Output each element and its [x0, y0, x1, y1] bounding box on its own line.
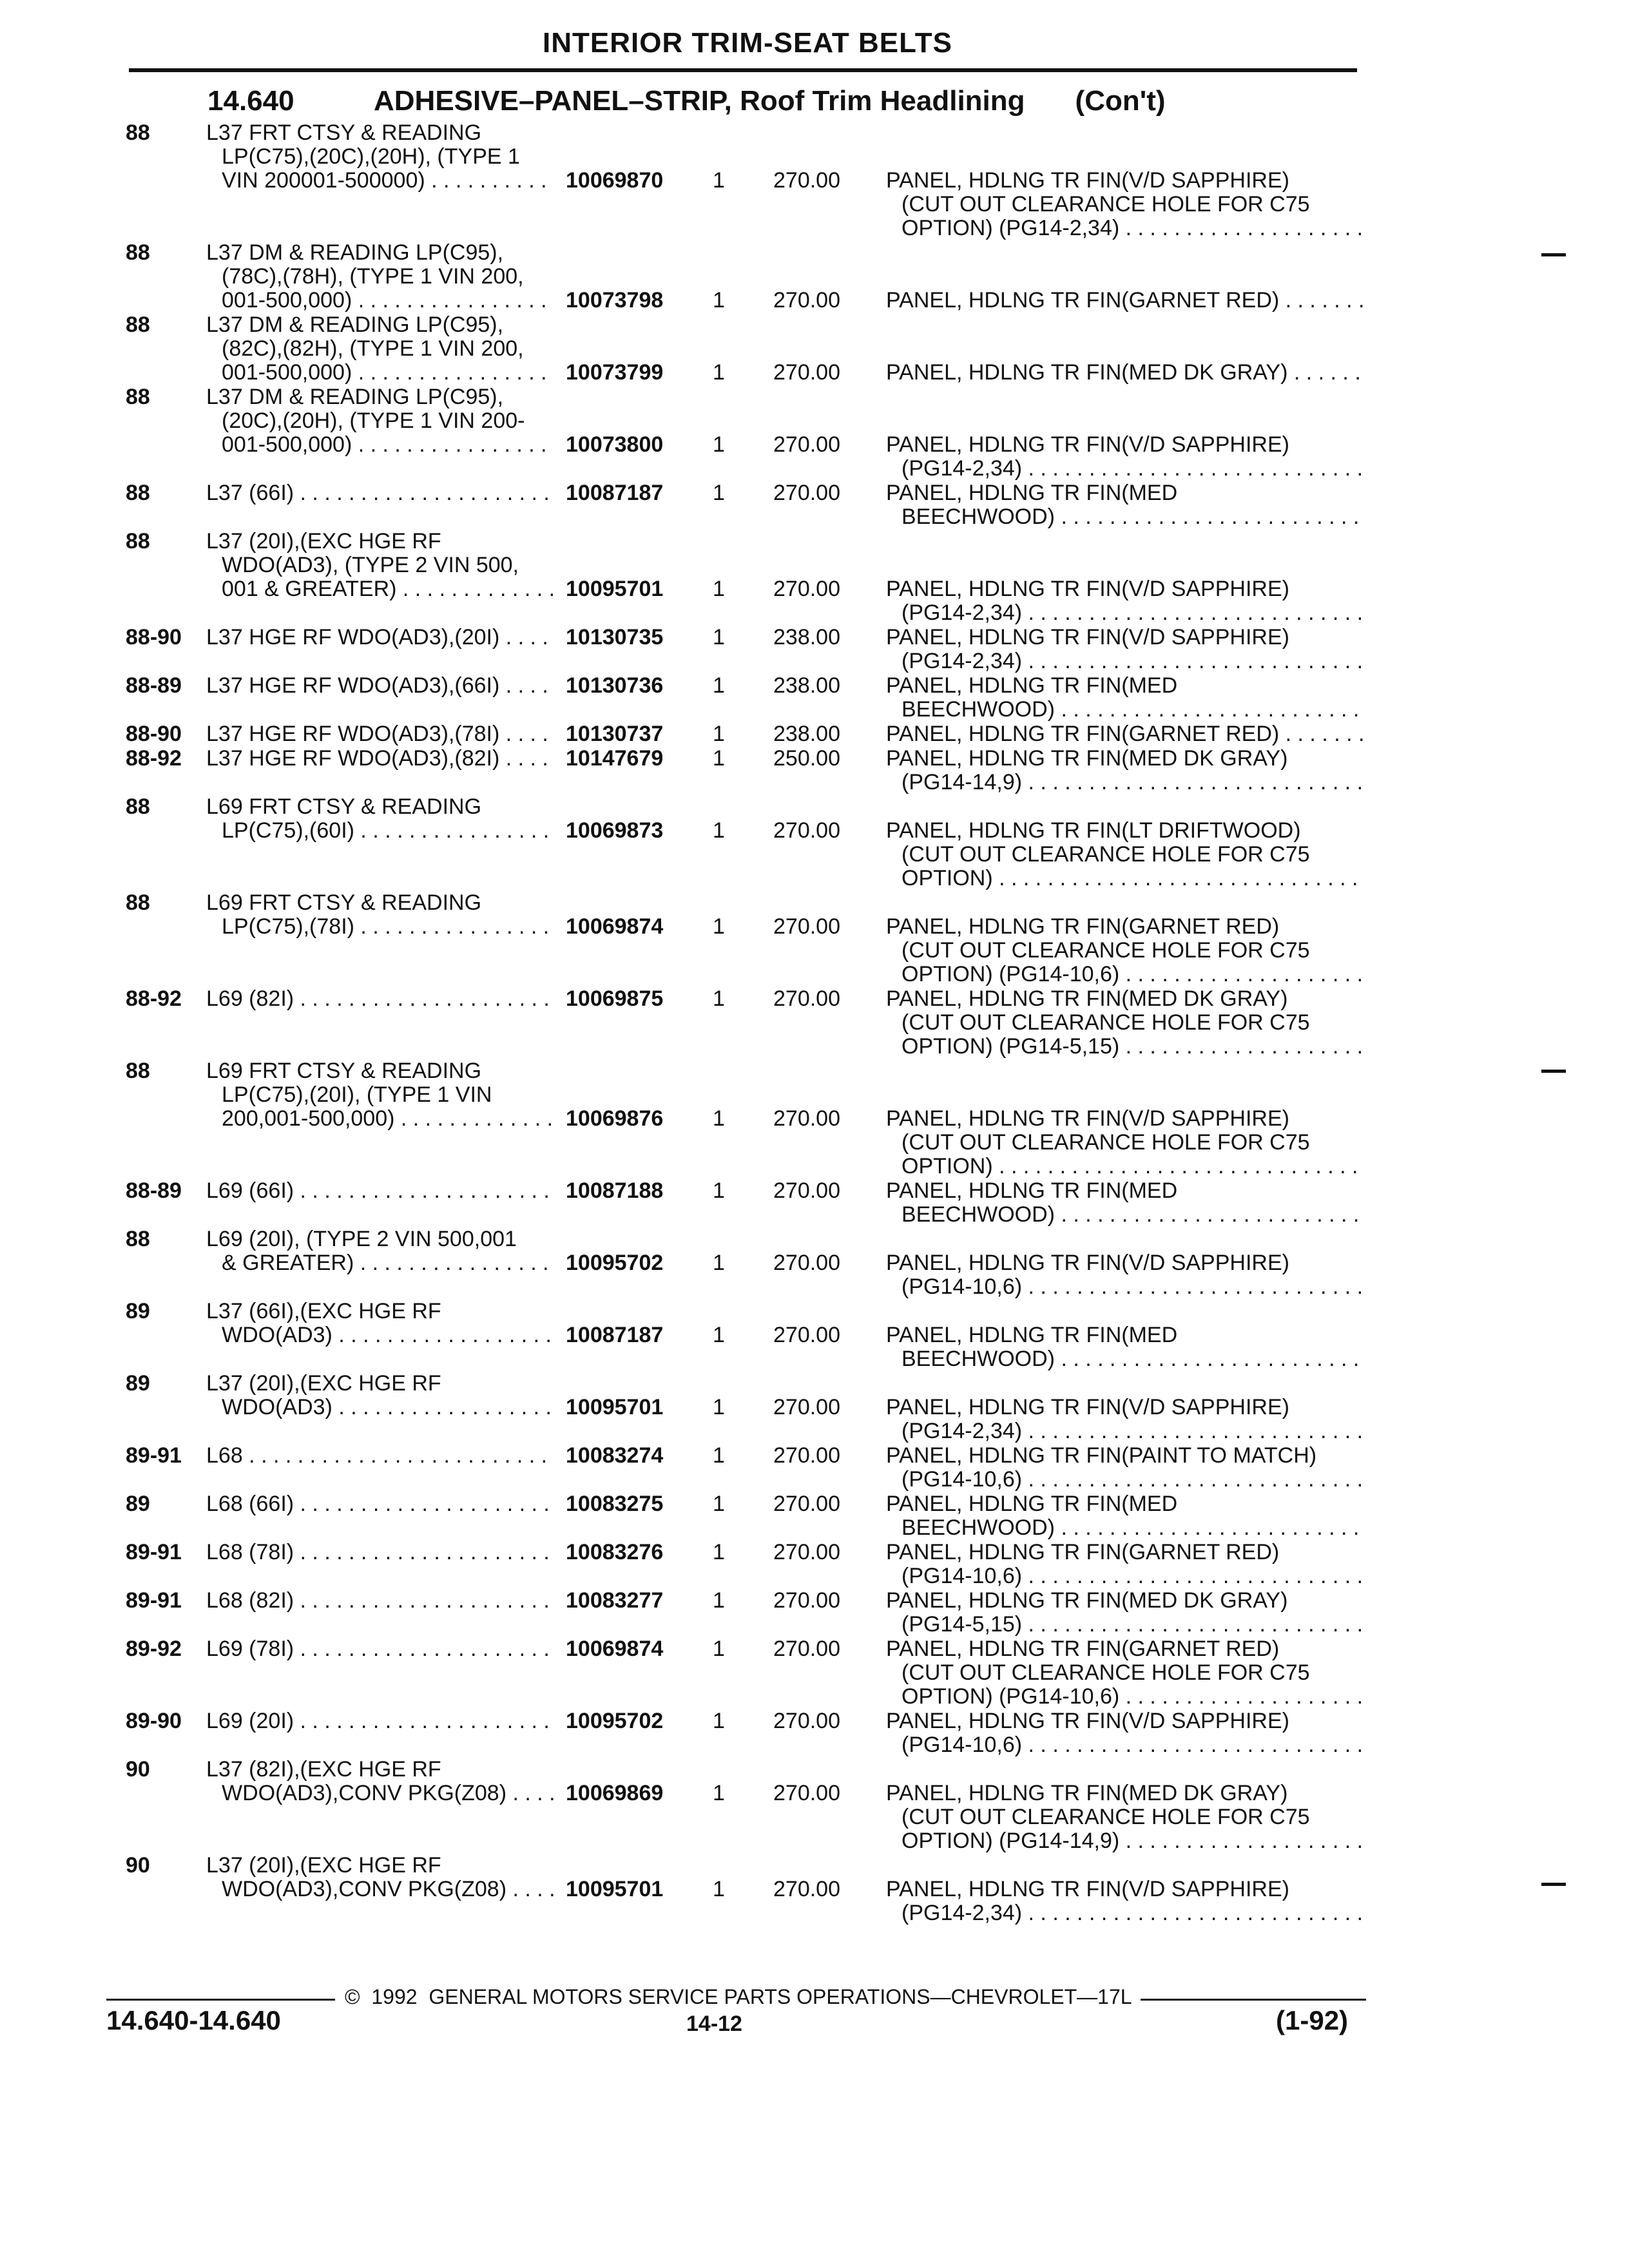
description-line: WDO(AD3),CONV PKG(Z08) . . . — [206, 1878, 554, 1901]
model-year: 88 — [126, 481, 150, 505]
description-line: L37 HGE RF WDO(AD3),(82I) . . . — [206, 747, 554, 771]
price: 270.00 — [773, 432, 840, 457]
description-line: L69 (82I) . . . — [206, 987, 554, 1011]
description-line: & GREATER) . . . — [206, 1251, 554, 1275]
description-line: L37 (66I),(EXC HGE RF — [206, 1300, 441, 1323]
part-name — [886, 1444, 1363, 1492]
model-year: 89 — [126, 1371, 150, 1396]
quantity: 1 — [713, 1395, 725, 1419]
description-line: 001-500,000) . . . — [206, 433, 554, 457]
part-name — [886, 987, 1363, 1059]
quantity: 1 — [713, 1106, 725, 1131]
model-year: 88 — [126, 312, 150, 337]
name-line: PANEL, HDLNG TR FIN(V/D SAPPHIRE) — [886, 577, 1289, 601]
footer-copyright: © 1992 GENERAL MOTORS SERVICE PARTS OPERATIONS—CHEVROLET—17L — [345, 1985, 1132, 2008]
margin-mark — [1541, 1070, 1566, 1073]
part-name — [886, 1637, 1363, 1709]
name-line: (PG14-10,6) . . . — [886, 1733, 1363, 1757]
part-description — [206, 891, 554, 939]
name-line: (PG14-2,34) . . . — [886, 1419, 1363, 1443]
name-line: BEECHWOOD) . . . — [886, 505, 1363, 529]
part-name — [886, 577, 1363, 625]
description-line: LP(C75),(60I) . . . — [206, 819, 554, 843]
part-description — [206, 1059, 554, 1131]
model-year: 88 — [126, 240, 150, 265]
name-line: PANEL, HDLNG TR FIN(LT DRIFTWOOD) — [886, 819, 1301, 843]
part-name — [886, 1107, 1363, 1178]
name-line: PANEL, HDLNG TR FIN(MED DK GRAY) — [886, 987, 1288, 1011]
part-name — [886, 1179, 1363, 1227]
price: 270.00 — [773, 1588, 840, 1613]
price: 270.00 — [773, 1395, 840, 1419]
name-line: BEECHWOOD) . . . — [886, 698, 1363, 722]
part-number: 10073799 — [566, 360, 664, 385]
part-number: 10069869 — [566, 1781, 664, 1805]
footer-rule — [106, 1999, 335, 2001]
name-line: PANEL, HDLNG TR FIN(GARNET RED) — [886, 1541, 1280, 1564]
part-name — [886, 1589, 1363, 1637]
description-line: L69 (66I) . . . — [206, 1179, 554, 1203]
section-continued: (Con't) — [1075, 85, 1166, 117]
price: 238.00 — [773, 673, 840, 698]
part-number: 10095701 — [566, 577, 664, 601]
description-line: L69 (20I), (TYPE 2 VIN 500,001 — [206, 1227, 517, 1251]
model-year: 88 — [126, 1059, 150, 1083]
name-line: PANEL, HDLNG TR FIN(MED DK GRAY) — [886, 1782, 1288, 1805]
name-line: BEECHWOOD) . . . — [886, 1203, 1363, 1227]
price: 270.00 — [773, 1323, 840, 1347]
part-name — [886, 722, 1363, 746]
quantity: 1 — [713, 1178, 725, 1203]
name-line: PANEL, HDLNG TR FIN(GARNET RED) — [886, 915, 1280, 939]
part-description — [206, 795, 554, 843]
part-number: 10083274 — [566, 1443, 664, 1468]
price: 270.00 — [773, 1443, 840, 1468]
name-line: PANEL, HDLNG TR FIN(MED DK GRAY) — [886, 747, 1288, 771]
quantity: 1 — [713, 481, 725, 505]
part-description — [206, 1589, 554, 1613]
price: 238.00 — [773, 625, 840, 649]
name-line: BEECHWOOD) . . . — [886, 1516, 1363, 1540]
description-line: L37 (66I) . . . — [206, 481, 554, 505]
quantity: 1 — [713, 625, 725, 649]
name-line: (PG14-10,6) . . . — [886, 1275, 1363, 1299]
part-number: 10130737 — [566, 722, 664, 746]
quantity: 1 — [713, 1251, 725, 1275]
name-line: PANEL, HDLNG TR FIN(GARNET RED) . . . — [886, 289, 1363, 312]
part-number: 10083275 — [566, 1492, 664, 1516]
quantity: 1 — [713, 1588, 725, 1613]
part-description — [206, 1637, 554, 1661]
model-year: 88-89 — [126, 1178, 182, 1203]
name-line: (PG14-14,9) . . . — [886, 771, 1363, 794]
description-line: WDO(AD3), (TYPE 2 VIN 500, — [222, 553, 519, 577]
description-line: L37 HGE RF WDO(AD3),(20I) . . . — [206, 626, 554, 649]
part-name — [886, 1492, 1363, 1540]
name-line: PANEL, HDLNG TR FIN(V/D SAPPHIRE) — [886, 1251, 1289, 1275]
quantity: 1 — [713, 673, 725, 698]
price: 270.00 — [773, 577, 840, 601]
part-name — [886, 747, 1363, 794]
description-line: LP(C75),(20C),(20H), (TYPE 1 — [222, 144, 520, 169]
footer-range: 14.640-14.640 — [106, 2005, 281, 2035]
name-line: (PG14-10,6) . . . — [886, 1564, 1363, 1588]
description-line: 200,001-500,000) . . . — [206, 1107, 554, 1131]
model-year: 88-89 — [126, 673, 182, 698]
name-line: PANEL, HDLNG TR FIN(V/D SAPPHIRE) — [886, 1107, 1289, 1131]
name-line: (CUT OUT CLEARANCE HOLE FOR C75 — [901, 192, 1310, 216]
part-number: 10087187 — [566, 1323, 664, 1347]
part-description — [206, 1227, 554, 1275]
name-line: (PG14-2,34) . . . — [886, 1901, 1363, 1925]
part-number: 10073798 — [566, 288, 664, 312]
part-number: 10130736 — [566, 673, 664, 698]
footer-date: (1-92) — [1276, 2005, 1349, 2035]
description-line: L68 (66I) . . . — [206, 1492, 554, 1516]
description-line: L68 (82I) . . . — [206, 1589, 554, 1613]
name-line: PANEL, HDLNG TR FIN(MED — [886, 674, 1178, 698]
part-description — [206, 481, 554, 505]
name-line: PANEL, HDLNG TR FIN(V/D SAPPHIRE) — [886, 626, 1289, 649]
part-number: 10069873 — [566, 818, 664, 843]
name-line: PANEL, HDLNG TR FIN(PAINT TO MATCH) — [886, 1444, 1317, 1468]
part-description — [206, 1492, 554, 1516]
part-description — [206, 313, 554, 385]
name-line: PANEL, HDLNG TR FIN(V/D SAPPHIRE) — [886, 433, 1289, 457]
part-number: 10069870 — [566, 168, 664, 193]
page-title: INTERIOR TRIM-SEAT BELTS — [543, 27, 952, 59]
price: 270.00 — [773, 1709, 840, 1733]
name-line: (CUT OUT CLEARANCE HOLE FOR C75 — [901, 1805, 1310, 1829]
price: 270.00 — [773, 818, 840, 843]
model-year: 88 — [126, 120, 150, 145]
part-name — [886, 1323, 1363, 1371]
description-line: VIN 200001-500000) . . . — [206, 169, 554, 193]
part-number: 10095702 — [566, 1251, 664, 1275]
model-year: 90 — [126, 1853, 150, 1878]
description-line: L68 . . . — [206, 1444, 554, 1468]
name-line: PANEL, HDLNG TR FIN(V/D SAPPHIRE) — [886, 1709, 1289, 1733]
quantity: 1 — [713, 168, 725, 193]
name-line: (PG14-10,6) . . . — [886, 1468, 1363, 1492]
description-line: LP(C75),(78I) . . . — [206, 915, 554, 939]
part-description — [206, 121, 554, 193]
price: 270.00 — [773, 481, 840, 505]
model-year: 89 — [126, 1299, 150, 1323]
name-line: OPTION) (PG14-10,6) . . . — [886, 963, 1363, 986]
section-number: 14.640 — [207, 85, 294, 117]
part-name — [886, 361, 1363, 385]
part-name — [886, 1396, 1363, 1443]
model-year: 88-90 — [126, 625, 182, 649]
description-line: L37 HGE RF WDO(AD3),(66I) . . . — [206, 674, 554, 698]
part-description — [206, 1372, 554, 1419]
name-line: OPTION) (PG14-10,6) . . . — [886, 1685, 1363, 1709]
description-line: L69 (20I) . . . — [206, 1709, 554, 1733]
price: 270.00 — [773, 360, 840, 385]
model-year: 88 — [126, 385, 150, 409]
price: 238.00 — [773, 722, 840, 746]
description-line: 001 & GREATER) . . . — [206, 577, 554, 601]
quantity: 1 — [713, 1877, 725, 1901]
name-line: PANEL, HDLNG TR FIN(GARNET RED) . . . — [886, 722, 1363, 746]
name-line: OPTION) . . . — [886, 867, 1363, 890]
name-line: PANEL, HDLNG TR FIN(GARNET RED) — [886, 1637, 1280, 1661]
price: 270.00 — [773, 1877, 840, 1901]
quantity: 1 — [713, 1492, 725, 1516]
name-line: OPTION) (PG14-5,15) . . . — [886, 1035, 1363, 1059]
name-line: PANEL, HDLNG TR FIN(V/D SAPPHIRE) — [886, 1396, 1289, 1419]
description-line: 001-500,000) . . . — [206, 361, 554, 385]
price: 270.00 — [773, 1251, 840, 1275]
part-number: 10073800 — [566, 432, 664, 457]
description-line: L37 DM & READING LP(C95), — [206, 241, 504, 265]
price: 270.00 — [773, 986, 840, 1011]
part-name — [886, 289, 1363, 312]
price: 270.00 — [773, 1637, 840, 1661]
part-name — [886, 1251, 1363, 1299]
description-line: L37 (20I),(EXC HGE RF — [206, 1854, 441, 1878]
title-rule — [129, 68, 1357, 72]
part-name — [886, 169, 1363, 240]
model-year: 90 — [126, 1757, 150, 1782]
section-title: ADHESIVE–PANEL–STRIP, Roof Trim Headlining — [374, 85, 1025, 117]
quantity: 1 — [713, 360, 725, 385]
part-number: 10083276 — [566, 1540, 664, 1564]
name-line: OPTION) (PG14-14,9) . . . — [886, 1829, 1363, 1853]
model-year: 88 — [126, 529, 150, 553]
part-description — [206, 530, 554, 601]
section-heading — [207, 85, 1177, 117]
description-line: (20C),(20H), (TYPE 1 VIN 200- — [222, 408, 525, 433]
description-line: WDO(AD3),CONV PKG(Z08) . . . — [206, 1782, 554, 1805]
description-line: L37 DM & READING LP(C95), — [206, 385, 504, 409]
part-name — [886, 433, 1363, 481]
description-line: L37 HGE RF WDO(AD3),(78I) . . . — [206, 722, 554, 746]
part-description — [206, 1709, 554, 1733]
quantity: 1 — [713, 746, 725, 771]
price: 270.00 — [773, 1540, 840, 1564]
quantity: 1 — [713, 914, 725, 939]
part-number: 10087188 — [566, 1178, 664, 1203]
part-name — [886, 819, 1363, 890]
model-year: 89-91 — [126, 1588, 182, 1613]
name-line: PANEL, HDLNG TR FIN(MED DK GRAY) — [886, 1589, 1288, 1613]
model-year: 89-91 — [126, 1540, 182, 1564]
description-line: WDO(AD3) . . . — [206, 1396, 554, 1419]
name-line: (CUT OUT CLEARANCE HOLE FOR C75 — [901, 1010, 1310, 1035]
quantity: 1 — [713, 1709, 725, 1733]
quantity: 1 — [713, 577, 725, 601]
part-name — [886, 481, 1363, 529]
name-line: PANEL, HDLNG TR FIN(V/D SAPPHIRE) — [886, 1878, 1289, 1901]
description-line: L69 FRT CTSY & READING — [206, 795, 482, 819]
name-line: (PG14-2,34) . . . — [886, 649, 1363, 673]
description-line: L37 FRT CTSY & READING — [206, 121, 482, 145]
model-year: 89-92 — [126, 1637, 182, 1661]
price: 270.00 — [773, 1178, 840, 1203]
part-description — [206, 1444, 554, 1468]
margin-mark — [1541, 1883, 1566, 1886]
quantity: 1 — [713, 1540, 725, 1564]
name-line: (CUT OUT CLEARANCE HOLE FOR C75 — [901, 1660, 1310, 1685]
part-description — [206, 1179, 554, 1203]
name-line: PANEL, HDLNG TR FIN(MED — [886, 481, 1178, 505]
model-year: 88-90 — [126, 722, 182, 746]
name-line: PANEL, HDLNG TR FIN(MED DK GRAY) . . . — [886, 361, 1363, 385]
part-description — [206, 747, 554, 771]
name-line: OPTION) (PG14-2,34) . . . — [886, 216, 1363, 240]
quantity: 1 — [713, 288, 725, 312]
description-line: LP(C75),(20I), (TYPE 1 VIN — [222, 1082, 492, 1107]
part-description — [206, 626, 554, 649]
footer-rule — [1141, 1999, 1366, 2001]
part-number: 10069874 — [566, 914, 664, 939]
part-description — [206, 385, 554, 457]
part-description — [206, 241, 554, 312]
name-line: (CUT OUT CLEARANCE HOLE FOR C75 — [901, 938, 1310, 963]
model-year: 88 — [126, 890, 150, 915]
price: 270.00 — [773, 168, 840, 193]
name-line: (PG14-2,34) . . . — [886, 601, 1363, 625]
description-line: WDO(AD3) . . . — [206, 1323, 554, 1347]
name-line: PANEL, HDLNG TR FIN(MED — [886, 1323, 1178, 1347]
description-line: L68 (78I) . . . — [206, 1541, 554, 1564]
description-line: (82C),(82H), (TYPE 1 VIN 200, — [222, 336, 524, 361]
name-line: BEECHWOOD) . . . — [886, 1347, 1363, 1371]
part-number: 10130735 — [566, 625, 664, 649]
part-name — [886, 1878, 1363, 1925]
price: 270.00 — [773, 914, 840, 939]
name-line: (PG14-5,15) . . . — [886, 1613, 1363, 1637]
part-number: 10069874 — [566, 1637, 664, 1661]
part-description — [206, 1854, 554, 1901]
description-line: L37 (82I),(EXC HGE RF — [206, 1758, 441, 1782]
part-description — [206, 1541, 554, 1564]
part-name — [886, 626, 1363, 673]
part-description — [206, 674, 554, 698]
quantity: 1 — [713, 1443, 725, 1468]
name-line: PANEL, HDLNG TR FIN(V/D SAPPHIRE) — [886, 169, 1289, 193]
description-line: L37 DM & READING LP(C95), — [206, 313, 504, 337]
description-line: L69 FRT CTSY & READING — [206, 1059, 482, 1083]
quantity: 1 — [713, 1781, 725, 1805]
part-description — [206, 1758, 554, 1805]
name-line: (CUT OUT CLEARANCE HOLE FOR C75 — [901, 1130, 1310, 1155]
description-line: L69 FRT CTSY & READING — [206, 891, 482, 915]
part-number: 10083277 — [566, 1588, 664, 1613]
part-description — [206, 722, 554, 746]
description-line: 001-500,000) . . . — [206, 289, 554, 312]
part-name — [886, 1541, 1363, 1588]
price: 270.00 — [773, 288, 840, 312]
model-year: 88 — [126, 1227, 150, 1251]
margin-mark — [1541, 253, 1566, 256]
description-line: L37 (20I),(EXC HGE RF — [206, 1372, 441, 1396]
name-line: PANEL, HDLNG TR FIN(MED — [886, 1179, 1178, 1203]
price: 250.00 — [773, 746, 840, 771]
model-year: 88-92 — [126, 986, 182, 1011]
price: 270.00 — [773, 1781, 840, 1805]
part-number: 10095701 — [566, 1877, 664, 1901]
part-number: 10095701 — [566, 1395, 664, 1419]
name-line: OPTION) . . . — [886, 1155, 1363, 1178]
model-year: 89 — [126, 1492, 150, 1516]
quantity: 1 — [713, 818, 725, 843]
footer-page-number: 14-12 — [686, 2012, 742, 2036]
part-name — [886, 1709, 1363, 1757]
model-year: 89-90 — [126, 1709, 182, 1733]
model-year: 88-92 — [126, 746, 182, 771]
part-description — [206, 987, 554, 1011]
quantity: 1 — [713, 1637, 725, 1661]
part-description — [206, 1300, 554, 1347]
quantity: 1 — [713, 432, 725, 457]
part-name — [886, 915, 1363, 986]
quantity: 1 — [713, 986, 725, 1011]
price: 270.00 — [773, 1106, 840, 1131]
model-year: 89-91 — [126, 1443, 182, 1468]
quantity: 1 — [713, 1323, 725, 1347]
description-line: L37 (20I),(EXC HGE RF — [206, 530, 441, 553]
quantity: 1 — [713, 722, 725, 746]
part-number: 10069876 — [566, 1106, 664, 1131]
description-line: (78C),(78H), (TYPE 1 VIN 200, — [222, 264, 524, 289]
name-line: PANEL, HDLNG TR FIN(MED — [886, 1492, 1178, 1516]
part-number: 10069875 — [566, 986, 664, 1011]
part-number: 10147679 — [566, 746, 664, 771]
part-name — [886, 1782, 1363, 1853]
model-year: 88 — [126, 794, 150, 819]
description-line: L69 (78I) . . . — [206, 1637, 554, 1661]
part-number: 10095702 — [566, 1709, 664, 1733]
name-line: (CUT OUT CLEARANCE HOLE FOR C75 — [901, 842, 1310, 867]
price: 270.00 — [773, 1492, 840, 1516]
part-number: 10087187 — [566, 481, 664, 505]
part-name — [886, 674, 1363, 722]
name-line: (PG14-2,34) . . . — [886, 457, 1363, 481]
